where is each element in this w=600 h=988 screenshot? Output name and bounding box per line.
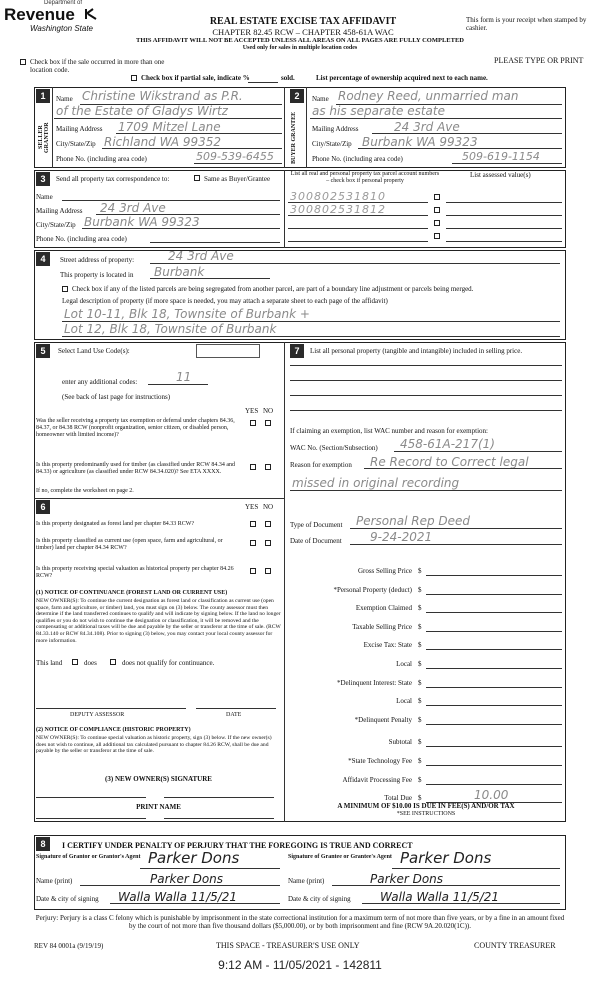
logo-state: Washington State <box>30 24 94 33</box>
fee-label: Taxable Selling Price <box>352 623 412 631</box>
grantor-signature-label: Signature of Grantor or Grantor's Agent <box>36 854 141 860</box>
tax-city-label: City/State/Zip <box>36 221 76 229</box>
grantor-signature[interactable]: Parker Dons <box>148 849 240 867</box>
reason-line-1[interactable]: Re Record to Correct legal <box>370 455 529 469</box>
seller-phone-label: Phone No. (including area code) <box>56 155 147 163</box>
doc-date[interactable]: 9-24-2021 <box>370 530 433 544</box>
see-back-note: (See back of last page for instructions) <box>62 393 171 401</box>
fee-input-line[interactable] <box>426 668 562 669</box>
section-number: 3 <box>36 172 50 186</box>
personal-property-checkbox[interactable] <box>434 233 440 239</box>
section-number: 1 <box>36 89 50 103</box>
wac-label: WAC No. (Section/Subsection) <box>290 444 378 452</box>
section-number: 7 <box>290 344 304 358</box>
currency-sign: $ <box>418 738 422 746</box>
additional-codes-label: enter any additional codes: <box>62 378 138 386</box>
legal-line-2[interactable]: Lot 12, Blk 18, Townsite of Burbank <box>64 322 277 336</box>
currency-sign: $ <box>418 716 422 724</box>
sold-label: sold. <box>281 74 295 82</box>
print-name-label: PRINT NAME <box>136 803 181 811</box>
tax-phone-label: Phone No. (including area code) <box>36 235 127 243</box>
buyer-name-1[interactable]: Rodney Reed, unmarried man <box>338 89 519 103</box>
see-instructions: *SEE INSTRUCTIONS <box>396 811 456 817</box>
fee-input-line[interactable] <box>426 575 562 576</box>
logo-revenue: Revenue <box>4 5 75 24</box>
currency-sign: $ <box>418 586 422 594</box>
currency-sign: $ <box>418 697 422 705</box>
currency-sign: $ <box>418 757 422 765</box>
date-label: DATE <box>226 712 242 718</box>
partial-percent-line[interactable] <box>248 82 278 83</box>
buyer-mailing-label: Mailing Address <box>312 125 359 133</box>
located-in[interactable]: Burbank <box>154 265 205 279</box>
forest-land-question: Is this property designated as forest land per chapter 84.33 RCW? <box>36 521 195 527</box>
certify-statement: I CERTIFY UNDER PENALTY OF PERJURY THAT THE FOREGOING IS TRUE AND CORRECT <box>62 841 413 850</box>
same-as-buyer-checkbox[interactable] <box>194 175 200 181</box>
fee-input-line[interactable] <box>426 631 562 632</box>
fee-input-line[interactable] <box>426 746 562 747</box>
grantee-date-city[interactable]: Walla Walla 11/5/21 <box>380 890 500 904</box>
buyer-city[interactable]: Burbank WA 99323 <box>362 135 478 149</box>
tax-mailing-label: Mailing Address <box>36 207 83 215</box>
fee-input-line[interactable] <box>426 705 562 706</box>
exemption-question: Was the seller receiving a property tax exemption or deferral under chapters 84.36, 84.37, or 84.38 RCW (nonprofit organization, senior citizen, or disabled person, homeowner with limited income)? <box>36 418 235 438</box>
grantee-name-label: Name (print) <box>288 877 325 885</box>
multi-location-checkbox[interactable] <box>20 59 26 65</box>
fee-input-line[interactable] <box>426 765 562 766</box>
q2-no-checkbox[interactable] <box>265 464 271 470</box>
fee-label: Local <box>396 660 412 668</box>
seller-side-label: SELLER GRANTOR <box>38 122 50 153</box>
tax-name-label: Name <box>36 193 53 201</box>
reason-label: Reason for exemption <box>290 461 352 469</box>
worksheet-note: If no, complete the worksheet on page 2. <box>36 488 134 494</box>
does-qualify-checkbox[interactable] <box>72 659 78 665</box>
grantor-name[interactable]: Parker Dons <box>150 872 224 886</box>
legal-line-1[interactable]: Lot 10-11, Blk 18, Townsite of Burbank + <box>64 307 310 321</box>
parcel-header: List all real and personal property tax parcel account numbers – check box if personal property <box>290 171 440 184</box>
grantee-date-city-label: Date & city of signing <box>288 895 351 903</box>
fee-label: Affidavit Processing Fee <box>342 776 412 784</box>
this-land-label: This land <box>36 659 63 667</box>
county-treasurer: COUNTY TREASURER <box>474 941 556 950</box>
legal-label: Legal description of property (if more space is needed, you may attach a separate sheet to each page of the affidavit) <box>62 297 388 305</box>
reason-line-2[interactable]: missed in original recording <box>292 476 460 490</box>
logo-department: Department of <box>44 0 83 6</box>
timber-question: Is this property predominantly used for timber (as classified under RCW 84.34 and 84.33) or agriculture (as classified under RCW 84.34.020)? See ETA XXXX. <box>36 462 236 475</box>
parcel-number[interactable]: 300802531810 <box>290 190 386 203</box>
send-correspondence-label: Send all property tax correspondence to: <box>56 175 170 183</box>
tax-city[interactable]: Burbank WA 99323 <box>84 215 200 229</box>
historic-no-checkbox[interactable] <box>265 568 271 574</box>
form-warning: THIS AFFIDAVIT WILL NOT BE ACCEPTED UNLESS ALL AREAS ON ALL PAGES ARE FULLY COMPLETED <box>136 37 464 44</box>
perjury-warning: Perjury: Perjury is a class C felony which is punishable by imprisonment in the state correctional institution for a maximum term of not more than five years, or by a fine in an amount fixed by the court of not more than five thousand dollars ($5,000.00), or by both imprisonment and fine (RCW 9A.20.020(1C)). <box>35 914 565 930</box>
buyer-name-label: Name <box>312 95 329 103</box>
fee-label: Exemption Claimed <box>355 604 412 612</box>
historic-question: Is this property receiving special valuation as historical property per chapter 84.26 RCW? <box>36 566 234 579</box>
additional-codes[interactable]: 11 <box>176 370 192 384</box>
fee-label: *Delinquent Interest: State <box>336 679 412 687</box>
wac-number[interactable]: 458-61A-217(1) <box>400 437 495 451</box>
seller-name-1[interactable]: Christine Wikstrand as P.R. <box>82 89 243 103</box>
fee-input-line[interactable] <box>426 612 562 613</box>
personal-property-checkbox[interactable] <box>434 207 440 213</box>
deputy-assessor-label: DEPUTY ASSESSOR <box>70 712 125 718</box>
fee-input-line[interactable] <box>426 784 562 785</box>
fee-value[interactable]: 10.00 <box>474 788 509 802</box>
fee-input-line[interactable] <box>426 649 562 650</box>
fee-input-line[interactable] <box>426 687 562 688</box>
exemption-claim-label: If claiming an exemption, list WAC number and reason for exemption: <box>290 427 488 435</box>
segregated-checkbox[interactable] <box>62 286 68 292</box>
street-address[interactable]: 24 3rd Ave <box>168 249 234 263</box>
seller-name-label: Name <box>56 95 73 103</box>
land-use-label: Select Land Use Code(s): <box>58 347 130 355</box>
fee-label: *Personal Property (deduct) <box>333 586 412 594</box>
grantor-name-label: Name (print) <box>36 877 73 885</box>
land-use-select[interactable] <box>196 344 260 358</box>
seller-city[interactable]: Richland WA 99352 <box>104 135 222 149</box>
ownership-note: List percentage of ownership acquired next to each name. <box>316 74 488 82</box>
multi-location-label: Check box if the sale occurred in more than one location code. <box>30 58 165 74</box>
seller-phone[interactable]: 509-539-6455 <box>196 150 274 163</box>
forest-yes-checkbox[interactable] <box>250 521 256 527</box>
logo-mark-icon <box>84 7 98 21</box>
located-label: This property is located in <box>60 271 134 279</box>
fee-label: Total Due <box>384 794 412 802</box>
same-as-buyer-label: Same as Buyer/Grantee <box>204 175 271 183</box>
fee-label: Gross Selling Price <box>357 567 412 575</box>
grantor-date-city-label: Date & city of signing <box>36 895 99 903</box>
fee-label: *State Technology Fee <box>348 757 412 765</box>
currency-sign: $ <box>418 604 422 612</box>
doc-type[interactable]: Personal Rep Deed <box>356 514 471 528</box>
grantee-signature[interactable]: Parker Dons <box>400 849 492 867</box>
personal-property-checkbox[interactable] <box>434 220 440 226</box>
yes-header: YES <box>245 503 259 511</box>
fee-label: Subtotal <box>388 738 412 746</box>
fee-label: Excise Tax: State <box>363 641 412 649</box>
seller-name-2[interactable]: of the Estate of Gladys Wirtz <box>56 104 228 118</box>
new-owner-signature-line[interactable] <box>36 797 146 798</box>
please-type: PLEASE TYPE OR PRINT <box>494 56 584 65</box>
section-number: 2 <box>290 89 304 103</box>
currency-sign: $ <box>418 641 422 649</box>
does-label: does <box>84 659 97 667</box>
multi-sales-note: Used only for sales in multiple location codes <box>242 45 358 51</box>
fee-input-line[interactable] <box>426 594 562 595</box>
tax-mailing[interactable]: 24 3rd Ave <box>100 201 166 215</box>
section-number: 5 <box>36 344 50 358</box>
currency-sign: $ <box>418 660 422 668</box>
assessed-header: List assessed value(s) <box>470 171 531 179</box>
historic-yes-checkbox[interactable] <box>250 568 256 574</box>
forest-no-checkbox[interactable] <box>265 521 271 527</box>
minimum-due: A MINIMUM OF $10.00 IS DUE IN FEE(S) AND/OR TAX <box>337 802 515 810</box>
personal-property-checkbox[interactable] <box>434 194 440 200</box>
q1-yes-checkbox[interactable] <box>250 420 256 426</box>
seller-city-label: City/State/Zip <box>56 140 96 148</box>
buyer-phone-label: Phone No. (including area code) <box>312 155 403 163</box>
segregated-label: Check box if any of the listed parcels are being segregated from another parcel, are part of a boundary line adjustment or parcels being merged. <box>72 285 474 293</box>
grantee-name[interactable]: Parker Dons <box>370 872 444 886</box>
currency-sign: $ <box>418 679 422 687</box>
form-title: REAL ESTATE EXCISE TAX AFFIDAVIT <box>209 16 397 27</box>
current-use-question: Is this property classified as current use (open space, farm and agricultural, or timber) land per chapter 84.34 RCW? <box>36 538 223 551</box>
buyer-name-2[interactable]: as his separate estate <box>312 104 446 118</box>
does-not-label: does not qualify for continuance. <box>122 659 215 667</box>
seller-mailing-label: Mailing Address <box>56 125 103 133</box>
partial-sale-checkbox[interactable] <box>131 75 137 81</box>
section-number: 8 <box>36 837 50 851</box>
q1-no-checkbox[interactable] <box>265 420 271 426</box>
section-number: 4 <box>36 252 50 266</box>
currency-sign: $ <box>418 567 422 575</box>
personal-property-label: List all personal property (tangible and intangible) included in selling price. <box>310 347 523 355</box>
currency-sign: $ <box>418 776 422 784</box>
current-use-yes-checkbox[interactable] <box>250 540 256 546</box>
section-number: 6 <box>36 500 50 514</box>
fee-input-line[interactable] <box>426 724 562 725</box>
grantee-signature-label: Signature of Grantee or Grantee's Agent <box>288 854 392 860</box>
form-subtitle: CHAPTER 82.45 RCW – CHAPTER 458-61A WAC <box>212 27 394 37</box>
currency-sign: $ <box>418 794 422 802</box>
notice-continuance-title: (1) NOTICE OF CONTINUANCE (FOREST LAND OR CURRENT USE) <box>36 590 228 596</box>
new-owner-signature-title: (3) NEW OWNER(S) SIGNATURE <box>105 775 212 783</box>
current-use-no-checkbox[interactable] <box>265 540 271 546</box>
no-header: NO <box>263 503 274 511</box>
notice-compliance-body: NEW OWNER(S): To continue special valuation as historic property, sign (3) below. If the new owner(s) does not wish to continue, all additional tax calculated pursuant to chapter 84.26 RCW, shall be due and payable by the seller or transferor at the time of sale. <box>36 735 272 755</box>
q2-yes-checkbox[interactable] <box>250 464 256 470</box>
grantor-date-city[interactable]: Walla Walla 11/5/21 <box>118 890 238 904</box>
recording-stamp: 9:12 AM - 11/05/2021 - 142811 <box>218 958 382 972</box>
partial-sale-label: Check box if partial sale, indicate % <box>141 74 250 82</box>
fee-label: *Delinquent Penalty <box>354 716 412 724</box>
receipt-note: This form is your receipt when stamped by cashier. <box>466 16 587 32</box>
street-label: Street address of property: <box>60 256 135 264</box>
no-header: NO <box>263 407 274 415</box>
buyer-city-label: City/State/Zip <box>312 140 352 148</box>
buyer-side-label: BUYER GRANTEE <box>291 111 297 164</box>
treasurer-space: THIS SPACE - TREASURER'S USE ONLY <box>216 941 360 950</box>
seller-mailing[interactable]: 1709 Mitzel Lane <box>118 120 221 134</box>
doc-type-label: Type of Document <box>290 521 343 529</box>
form-revision: REV 84 0001a (9/19/19) <box>34 942 104 950</box>
notice-continuance-body: NEW OWNER(S): To continue the current designation as forest land or classification as current use (open space, farm and agriculture, or timber) land, you must sign on (3) below. The county assessor must then determine if the land transferred continues to qualify and will indicate by signing below. If the land no longer qualifies or you do not wish to continue the designation or classification, it will be removed and the compensating or additional taxes will be due and payable by the seller or transferor at the time of sale. (RCW 84.33.140 or RCW 84.34.108). Prior to signing (3) below, you may contact your local county assessor for more information. <box>36 598 281 644</box>
fee-label: Local <box>396 697 412 705</box>
does-not-qualify-checkbox[interactable] <box>110 659 116 665</box>
notice-compliance-title: (2) NOTICE OF COMPLIANCE (HISTORIC PROPERTY) <box>36 727 191 733</box>
doc-date-label: Date of Document <box>290 537 342 545</box>
buyer-mailing[interactable]: 24 3rd Ave <box>394 120 460 134</box>
yes-header: YES <box>245 407 259 415</box>
currency-sign: $ <box>418 623 422 631</box>
parcel-number[interactable]: 300802531812 <box>290 203 386 216</box>
buyer-phone[interactable]: 509-619-1154 <box>462 150 540 163</box>
